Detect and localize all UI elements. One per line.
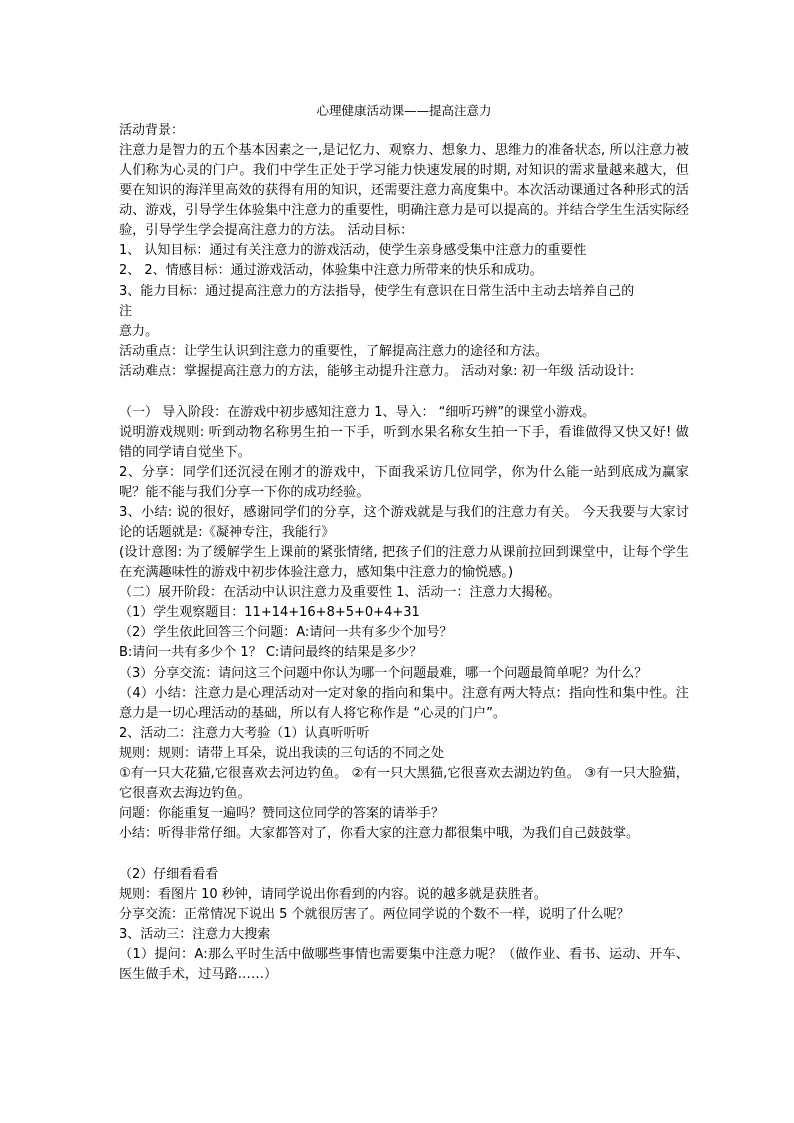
share-paragraph: 2、分享：同学们还沉浸在刚才的游戏中，下面我采访几位同学，你为什么能一站到底成为赢家呢？能不能与我们分享一下你的成功经验。 — [119, 464, 689, 500]
text-line: 问题：你能重复一遍吗？赞同这位同学的答案的请举手？ — [119, 806, 445, 822]
text-line: 2、活动二：注意力大考验（1）认真听听听 — [119, 725, 370, 741]
blank-line — [119, 383, 689, 403]
attention-paragraph: （4）小结：注意力是心理活动对一定对象的指向和集中。注意有两大特点：指向性和集中性。注意力是一切心理活动的基础，所以有人将它称作是 “心灵的门户”。 — [119, 685, 689, 721]
document-page — [119, 101, 689, 985]
page-title: 心理健康活动课——提高注意力 — [316, 103, 492, 118]
text-line: （2）仔细看看看 — [119, 866, 219, 882]
text-line: 活动难点：掌握提高注意力的方法，能够主动提升注意力。 活动对象: 初一年级 活动设计: — [119, 364, 635, 380]
text-line: （1）学生观察题目：11+14+16+8+5+0+4+31 — [119, 605, 420, 621]
text-line: （2）学生依此回答三个问题：A:请问一共有多少个加号？ — [119, 625, 453, 641]
text-line: 小结：听得非常仔细。大家都答对了，你看大家的注意力都很集中哦，为我们自己鼓鼓掌。 — [119, 826, 640, 842]
text-line: 1、 认知目标：通过有关注意力的游戏活动，使学生亲身感受集中注意力的重要性 — [119, 243, 587, 259]
text-line: 3、活动三：注意力大搜索 — [119, 927, 271, 943]
text-line: B:请问一共有多少个 1？ C:请问最终的结果是多少？ — [119, 645, 423, 661]
rules-paragraph: 说明游戏规则: 听到动物名称男生拍一下手，听到水果名称女生拍一下手，看谁做得又快又好! 做错的同学请自觉坐下。 — [119, 424, 689, 460]
question-paragraph: （1）提问：A:那么平时生活中做哪些事情也需要集中注意力呢？（做作业、看书、运动、开车、医生做手术，过马路……） — [119, 947, 689, 983]
background-paragraph: 注意力是智力的五个基本因素之一,是记忆力、观察力、想象力、思维力的准备状态, 所以注意力被人们称为心灵的门户。我们中学生正处于学习能力快速发展的时期, 对知识的需求量越来越大，但要在知识的海洋里高效的获得有用的知识，还需要注意力高度集中。本次活动课通过各种形式的活动、游戏，引导学生体验集中注意力的重要性，明确注意力是可以提高的。并结合学生生活实际经验，引导学生学会提高注意力的方法。 活动目标： — [119, 143, 689, 239]
blank-line — [119, 845, 689, 865]
design-paragraph: (设计意图: 为了缓解学生上课前的紧张情绪, 把孩子们的注意力从课前拉回到课堂中，让每个学生在充满趣味性的游戏中初步体验注意力，感知集中注意力的愉悦感。) — [119, 544, 689, 580]
text-line: 规则：规则：请带上耳朵，说出我读的三句话的不同之处 — [119, 746, 445, 762]
text-line: 分享交流：正常情况下说出 5 个就很厉害了。两位同学说的个数不一样，说明了什么呢？ — [119, 907, 630, 923]
text-line: （二）展开阶段：在活动中认识注意力及重要性 1、活动一：注意力大揭秘。 — [119, 584, 561, 600]
text-line: 2、 2、情感目标：通过游戏活动，体验集中注意力所带来的快乐和成功。 — [119, 263, 543, 279]
summary-paragraph: 3、小结: 说的很好，感谢同学们的分享，这个游戏就是与我们的注意力有关。 今天我要与大家讨论的话题就是:《凝神专注，我能行》 — [119, 504, 689, 540]
text-line: 注 — [119, 303, 133, 319]
background-label: 活动背景： — [119, 123, 185, 138]
text-line: （3）分享交流：请问这三个问题中你认为哪一个问题最难，哪一个问题最简单呢？为什么？ — [119, 665, 648, 681]
text-line: 活动重点：让学生认识到注意力的重要性，了解提高注意力的途径和方法。 — [119, 344, 549, 360]
text-line: 意力。 — [119, 324, 159, 340]
stage1-heading: （一） 导入阶段：在游戏中初步感知注意力 1、导入： “细听巧辨”的课堂小游戏。 — [119, 404, 596, 420]
text-line: 规则：看图片 10 秒钟，请同学说出你看到的内容。说的越多就是获胜者。 — [119, 886, 547, 902]
sentences-paragraph: ①有一只大花猫,它很喜欢去河边钓鱼。 ②有一只大黑猫,它很喜欢去湖边钓鱼。 ③有一只大脸猫，它很喜欢去海边钓鱼。 — [119, 766, 689, 802]
text-line: 3、能力目标：通过提高注意力的方法指导，使学生有意识在日常生活中主动去培养自己的 — [119, 283, 635, 299]
